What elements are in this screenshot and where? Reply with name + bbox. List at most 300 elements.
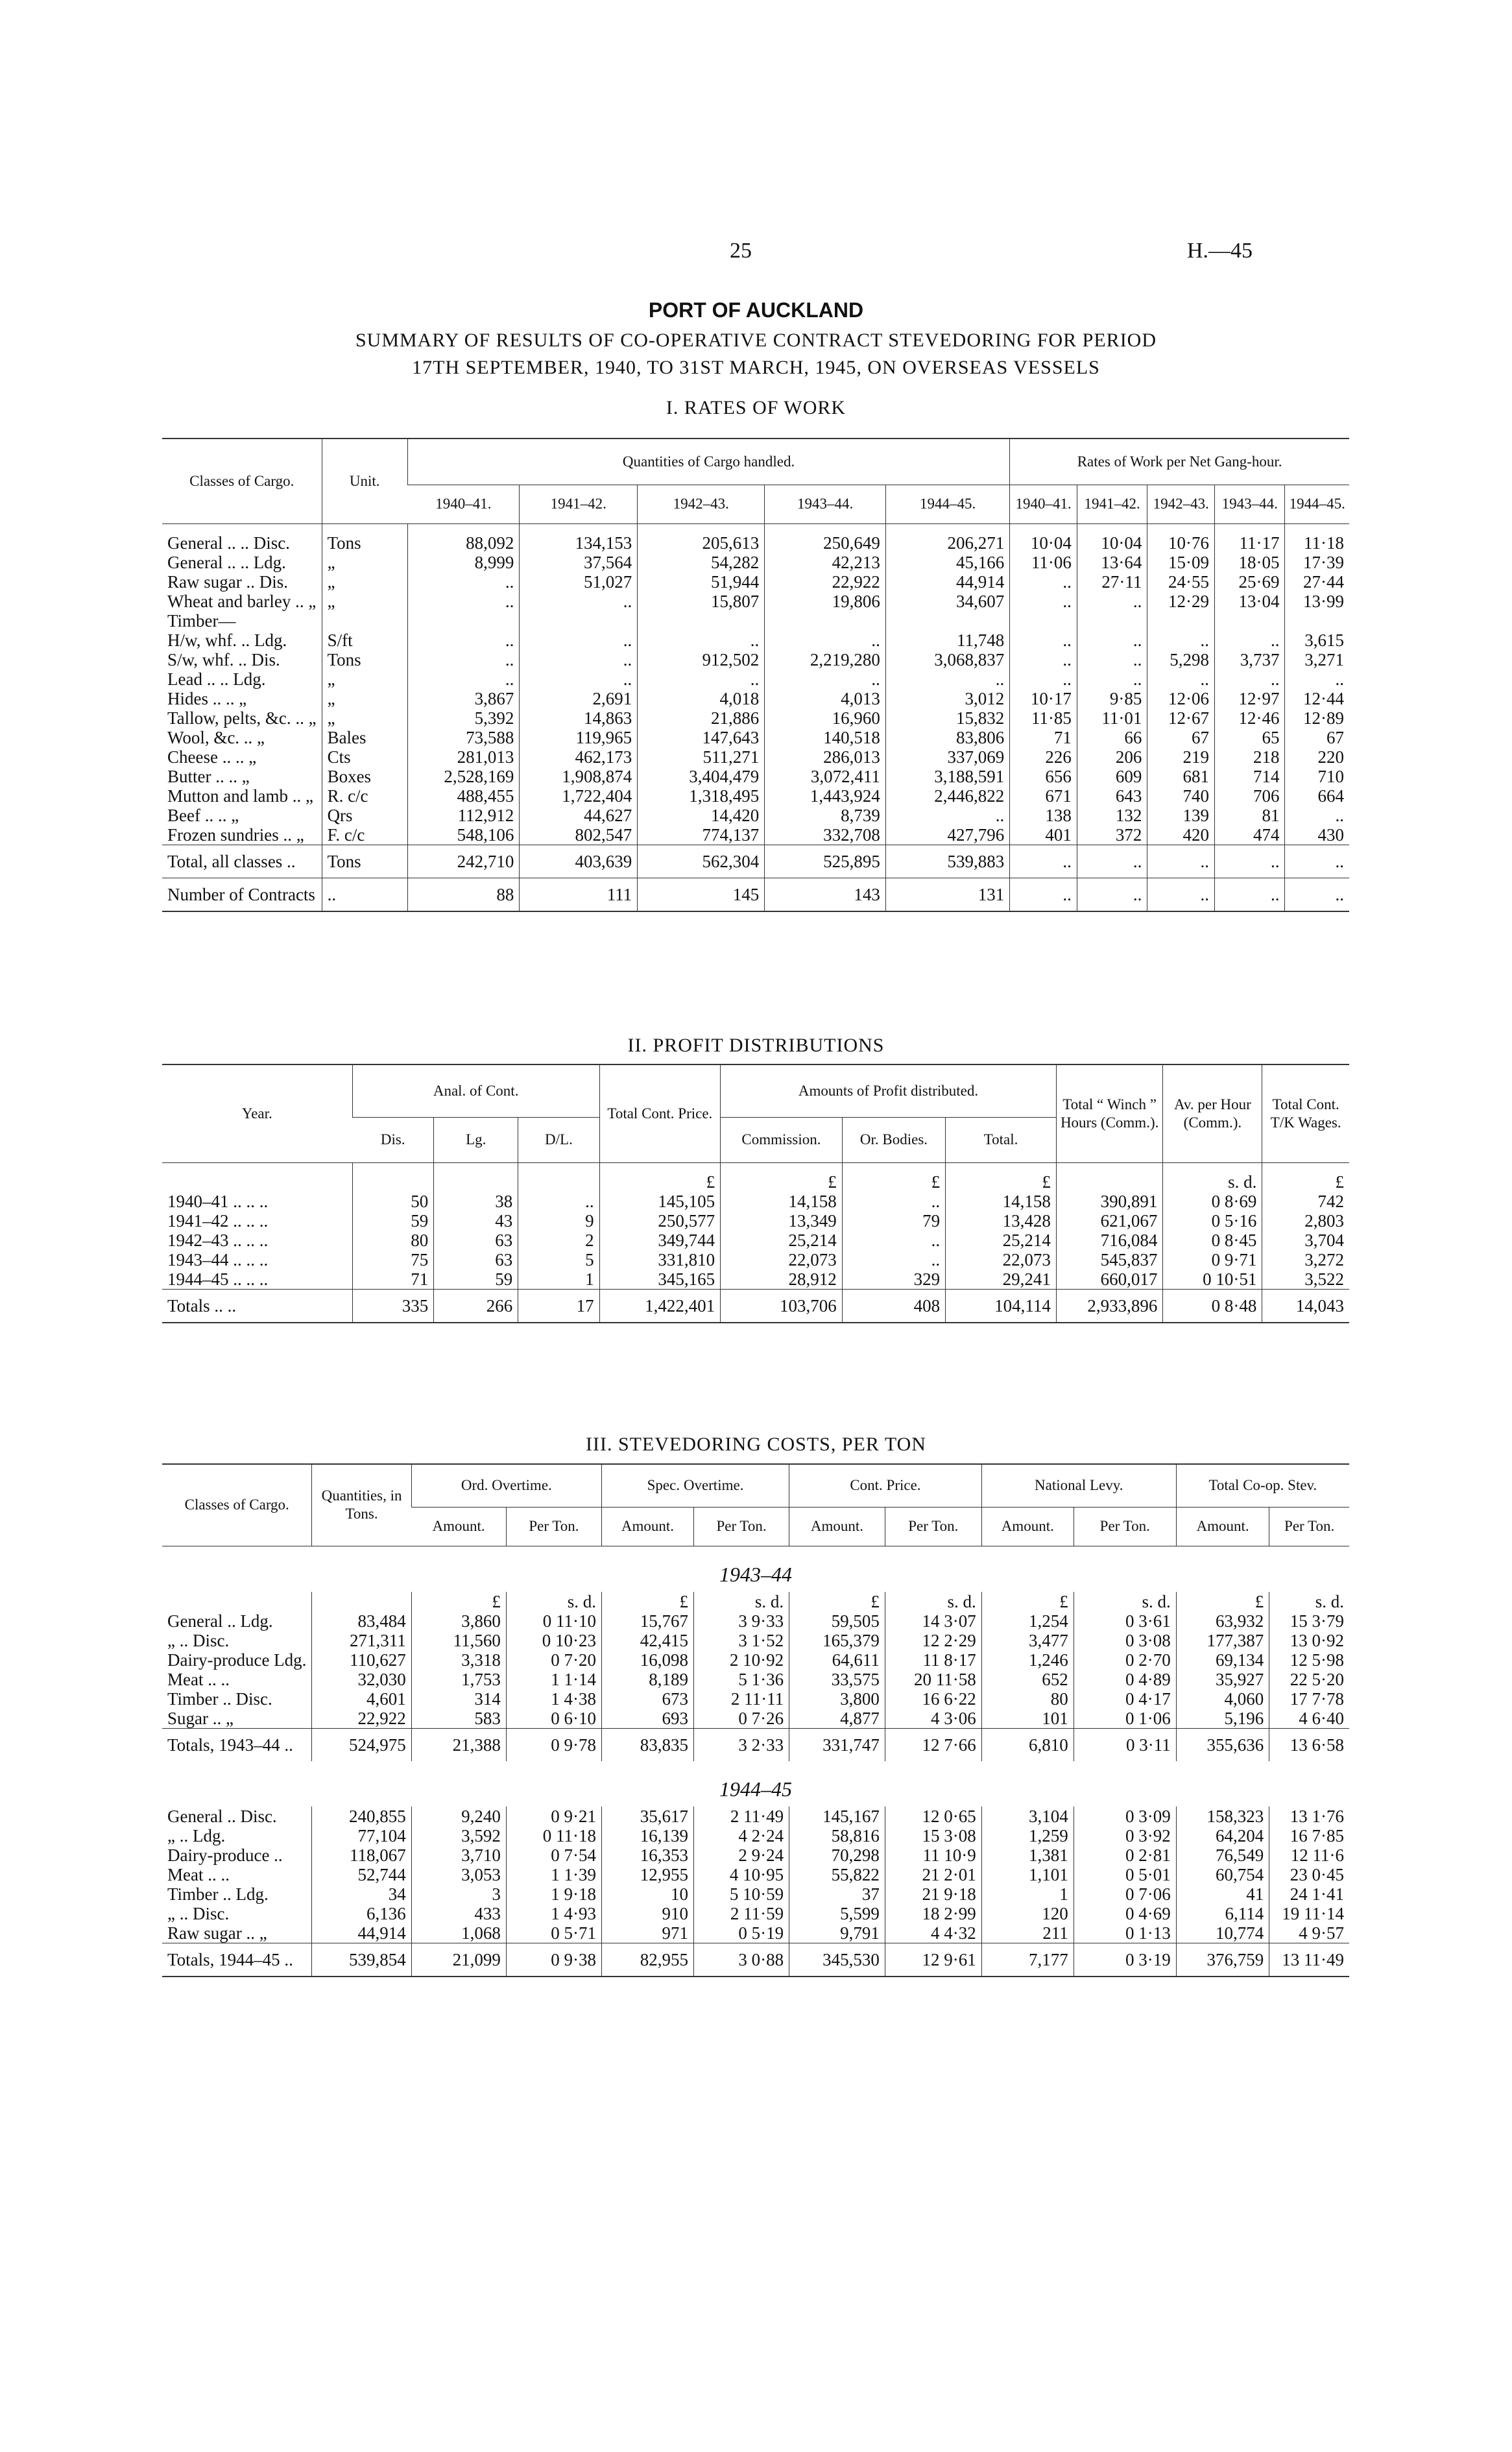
table-cell: £ [842,1162,945,1192]
table-cell: 539,854 [312,1943,411,1977]
table-cell: 20 11·58 [885,1670,981,1689]
col-spec-overtime: Spec. Overtime. [602,1465,789,1507]
table-row [162,1826,1349,1845]
table-cell: 15,807 [638,592,765,611]
col-dis: Dis. [352,1117,434,1162]
table-cell: .. [638,669,765,689]
total-row [162,845,1349,878]
table-cell: 3,860 [411,1611,506,1631]
table-cell: 462,173 [520,747,638,767]
table-cell: 80 [352,1231,434,1250]
table-cell: 420 [1147,825,1215,845]
table-cell: 912,502 [638,650,765,669]
table-cell: 12 5·98 [1269,1650,1349,1670]
table-cell: 104,114 [946,1289,1057,1323]
table-cell [1077,611,1147,631]
table-cell: 34 [312,1884,411,1904]
table-cell: 44,627 [520,806,638,825]
table-cell: 3,737 [1215,650,1285,669]
table-cell: 44,914 [885,572,1009,592]
table-cell: 50 [352,1192,434,1211]
table-row [162,1904,1349,1923]
col-national-levy: National Levy. [981,1465,1176,1507]
table-cell: 0 5·19 [693,1923,789,1943]
table-cell: 3,867 [407,689,519,708]
table-cell: 6,810 [981,1728,1074,1761]
table-cell: 345,165 [599,1269,720,1290]
table-cell: Lead .. .. Ldg. [167,669,266,689]
table-cell [1056,1162,1163,1192]
col-quantities-tons: Quantities, in Tons. [312,1465,411,1546]
table-cell: Tons [322,523,407,553]
table-cell: 27·44 [1285,572,1349,592]
table-cell: 714 [1215,767,1285,786]
table-cell: 3,188,591 [885,767,1009,786]
table-cell: 488,455 [407,786,519,806]
table-cell: 44,914 [312,1923,411,1943]
table-cell: 27·11 [1077,572,1147,592]
table-row [162,708,1349,728]
table-cell: £ [602,1592,694,1611]
table-cell: 1,254 [981,1611,1074,1631]
table-cell: 583 [411,1709,506,1729]
table-cell: 345,530 [789,1943,885,1977]
table-cell: 71 [1010,728,1077,747]
table-cell: 54,282 [638,553,765,572]
table-cell [312,1592,411,1611]
table-cell: 3 1·52 [693,1631,789,1650]
table-cell: 0 9·71 [1163,1250,1262,1269]
table-cell: 3,053 [411,1865,506,1884]
table-cell: 0 6·10 [506,1709,601,1729]
table-cell: „ [322,708,407,728]
table-cell: General .. Disc. [167,1806,277,1826]
table-cell [520,611,638,631]
table-cell: 134,153 [520,523,638,553]
col-amounts-profit: Amounts of Profit distributed. [721,1065,1057,1117]
table-cell: 145 [638,878,765,911]
table-cell: 59,505 [789,1611,885,1631]
table-cell: 12 2·29 [885,1631,981,1650]
table-cell: 0 4·17 [1074,1689,1176,1709]
table-cell: 12 11·6 [1269,1845,1349,1865]
table-cell: 64,204 [1176,1826,1269,1845]
table-cell: 4 9·57 [1269,1923,1349,1943]
table-cell: 664 [1285,786,1349,806]
table-cell: .. [520,592,638,611]
table-row [162,1807,1349,1826]
table-cell: 1,068 [411,1923,506,1943]
table-cell: 9·85 [1077,689,1147,708]
table-cell: 1 1·39 [506,1865,601,1884]
table-cell: .. [407,592,519,611]
col-amount: Amount. [789,1507,885,1546]
table-row [162,1231,1349,1250]
table-cell: 314 [411,1689,506,1709]
col-qty-year: 1943–44. [765,485,886,523]
table-row [162,1211,1349,1231]
table-row [162,786,1349,806]
table-cell: .. [1010,572,1077,592]
total-row [162,1728,1349,1761]
table-cell: 10·17 [1010,689,1077,708]
stevedoring-costs-table [162,1465,1349,1977]
table-cell: 4 4·32 [885,1923,981,1943]
table-cell: 4 2·24 [693,1826,789,1845]
table-cell: 138 [1010,806,1077,825]
total-row [162,1289,1349,1323]
table-cell: 41 [1176,1884,1269,1904]
table-cell: 5,599 [789,1904,885,1923]
table-cell: 0 2·81 [1074,1845,1176,1865]
table-cell: 240,855 [312,1807,411,1826]
table-cell: 376,759 [1176,1943,1269,1977]
table-cell: .. [765,669,886,689]
table-cell: 12·44 [1285,689,1349,708]
table-cell [352,1162,434,1192]
table-cell: 88,092 [407,523,519,553]
table-cell: 1,381 [981,1845,1074,1865]
table-cell: 3,615 [1285,631,1349,650]
table-cell: 656 [1010,767,1077,786]
col-per-ton: Per Ton. [506,1507,601,1546]
table-cell: Cheese .. .. „ [167,747,257,767]
col-total-coop-stev: Total Co-op. Stev. [1176,1465,1349,1507]
profit-distributions-table [162,1065,1349,1323]
table-cell: 55,822 [789,1865,885,1884]
table-cell: General .. .. Ldg. [167,552,286,572]
table-cell: 64,611 [789,1650,885,1670]
table-cell: 681 [1147,767,1215,786]
table-cell: 111 [520,878,638,911]
table-cell: 226 [1010,747,1077,767]
table-row [162,1631,1349,1650]
table-cell: 0 7·06 [1074,1884,1176,1904]
table-cell: Total, all classes .. [162,845,322,878]
table-cell: 145,105 [599,1192,720,1211]
table-cell: .. [1010,631,1077,650]
table-cell: 716,084 [1056,1231,1163,1250]
table-cell: 35,927 [1176,1670,1269,1689]
table-cell: 3,710 [411,1845,506,1865]
table-cell: 28,912 [721,1269,843,1290]
table-cell: 4,018 [638,689,765,708]
table-cell: 145,167 [789,1807,885,1826]
table-cell [1215,611,1285,631]
table-cell: 0 3·08 [1074,1631,1176,1650]
col-classes-of-cargo: Classes of Cargo. [162,1465,312,1546]
table-cell: 1 [981,1884,1074,1904]
col-year: Year. [162,1065,352,1162]
col-per-ton: Per Ton. [885,1507,981,1546]
table-cell: .. [1077,669,1147,689]
table-cell: 22,922 [765,572,886,592]
table-cell: 1,101 [981,1865,1074,1884]
table-cell: 10,774 [1176,1923,1269,1943]
table-row [162,689,1349,708]
table-cell: 337,069 [885,747,1009,767]
table-cell: Totals, 1943–44 .. [162,1728,312,1761]
table-cell: 1940–41 .. .. .. [167,1191,269,1211]
table-cell: 329 [842,1269,945,1290]
table-cell: 165,379 [789,1631,885,1650]
table-cell: 1,318,495 [638,786,765,806]
table-cell: 3,522 [1262,1269,1349,1290]
table-cell: 51,027 [520,572,638,592]
table-cell: 242,710 [407,845,519,878]
col-rate-year: 1943–44. [1215,485,1285,523]
table-cell: 742 [1262,1192,1349,1211]
table-cell: 1,259 [981,1826,1074,1845]
table-cell: 11·85 [1010,708,1077,728]
table-cell: 112,912 [407,806,519,825]
table-cell: 12·29 [1147,592,1215,611]
table-cell: 545,837 [1056,1250,1163,1269]
table-cell: 673 [602,1689,694,1709]
table-cell: 16,960 [765,708,886,728]
table-cell: s. d. [693,1592,789,1611]
table-cell: 1 9·18 [506,1884,601,1904]
table-cell: 6,114 [1176,1904,1269,1923]
table-cell: 18 2·99 [885,1904,981,1923]
table-cell: 430 [1285,825,1349,845]
table-cell: 13·04 [1215,592,1285,611]
table-cell: 1941–42 .. .. .. [167,1210,269,1231]
col-total-cont-price: Total Cont. Price. [599,1065,720,1162]
table-cell: Cts [322,747,407,767]
table-cell: 0 8·48 [1163,1289,1262,1323]
table-cell [1147,611,1215,631]
table-cell: Timber .. Disc. [167,1689,272,1709]
col-av-per-hour: Av. per Hour (Comm.). [1163,1065,1262,1162]
table-cell: „ [322,669,407,689]
table-cell: 9,240 [411,1807,506,1826]
table-cell: 2,691 [520,689,638,708]
table-cell: 14,158 [721,1192,843,1211]
table-cell: „ .. Ldg. [167,1825,226,1845]
col-quantities-handled: Quantities of Cargo handled. [407,439,1009,485]
table-cell: 0 8·45 [1163,1231,1262,1250]
col-qty-year: 1941–42. [520,485,638,523]
table-cell: 525,895 [765,845,886,878]
col-tk-wages: Total Cont. T/K Wages. [1262,1065,1349,1162]
table-cell: .. [407,650,519,669]
table-cell: .. [520,650,638,669]
table-cell: 34,607 [885,592,1009,611]
table-row [162,1670,1349,1689]
table-cell: 5 10·59 [693,1884,789,1904]
table-cell: Qrs [322,806,407,825]
table-cell: 69,134 [1176,1650,1269,1670]
table-cell: Timber— [167,610,236,631]
table-cell: Meat .. .. [167,1669,230,1689]
table-cell: 11 10·9 [885,1845,981,1865]
table-cell: 3,104 [981,1807,1074,1826]
table-cell: 643 [1077,786,1147,806]
table-cell: Number of Contracts [162,878,322,911]
table-cell: 12 7·66 [885,1728,981,1761]
table-cell: 1 4·93 [506,1904,601,1923]
table-row [162,523,1349,553]
table-cell: 3 9·33 [693,1611,789,1631]
table-cell: 8,999 [407,553,519,572]
table-cell: 24·55 [1147,572,1215,592]
table-cell: 25,214 [946,1231,1057,1250]
table-cell: 710 [1285,767,1349,786]
col-ord-overtime: Ord. Overtime. [411,1465,601,1507]
table-cell: 42,213 [765,553,886,572]
table-cell: 0 11·10 [506,1611,601,1631]
table-cell: .. [885,669,1009,689]
table-cell: 177,387 [1176,1631,1269,1650]
table-cell: 3,068,837 [885,650,1009,669]
table-cell: 120 [981,1904,1074,1923]
table-cell: .. [765,631,886,650]
table-cell [638,611,765,631]
table-row [162,650,1349,669]
table-cell: 652 [981,1670,1074,1689]
table-cell: 740 [1147,786,1215,806]
table-cell: 22,922 [312,1709,411,1729]
group-heading: 1943–44 [719,1562,792,1586]
table-cell: 5,392 [407,708,519,728]
table-cell: 22,073 [946,1250,1057,1269]
table-cell: 2 [518,1231,599,1250]
table-cell: 19 11·14 [1269,1904,1349,1923]
col-rate-year: 1940–41. [1010,485,1077,523]
table-cell: 158,323 [1176,1807,1269,1826]
table-cell: 4,013 [765,689,886,708]
table-cell: H/w, whf. .. Ldg. [167,630,287,650]
table-cell: „ [322,592,407,611]
table-cell: 3,704 [1262,1231,1349,1250]
table-cell: R. c/c [322,786,407,806]
table-cell: 2,933,896 [1056,1289,1163,1323]
table-cell: 51,944 [638,572,765,592]
table-row [162,728,1349,747]
table-cell: 0 1·13 [1074,1923,1176,1943]
table-cell: .. [322,878,407,911]
table-cell: 14,863 [520,708,638,728]
table-cell: 33,575 [789,1670,885,1689]
table-cell: .. [1215,669,1285,689]
table-cell: 13 11·49 [1269,1943,1349,1977]
col-per-ton: Per Ton. [1074,1507,1176,1546]
table-cell: .. [520,631,638,650]
table-cell: .. [1285,806,1349,825]
table-cell: £ [411,1592,506,1611]
table-cell: s. d. [1269,1592,1349,1611]
table-row [162,1923,1349,1943]
table-cell: 12·06 [1147,689,1215,708]
table-cell: 403,639 [520,845,638,878]
table-cell: 9 [518,1211,599,1231]
table-cell: 12,955 [602,1865,694,1884]
table-cell: 548,106 [407,825,519,845]
table-cell: 0 5·01 [1074,1865,1176,1884]
table-cell: 10 [602,1884,694,1904]
table-row [162,611,1349,631]
table-cell: 82,955 [602,1943,694,1977]
total-row [162,1943,1349,1977]
table-cell: 349,744 [599,1231,720,1250]
table-cell: 0 5·71 [506,1923,601,1943]
table-cell: 2 9·24 [693,1845,789,1865]
table-cell: 0 7·20 [506,1650,601,1670]
table-cell: 15·09 [1147,553,1215,572]
table-cell: Hides .. .. „ [167,688,247,708]
table-cell: 1 [518,1269,599,1290]
table-cell: 0 1·06 [1074,1709,1176,1729]
table-cell: .. [885,806,1009,825]
table-cell: 3,592 [411,1826,506,1845]
table-cell: .. [1147,878,1215,911]
table-cell: 83,835 [602,1728,694,1761]
table-cell: 5,298 [1147,650,1215,669]
table-cell: 562,304 [638,845,765,878]
table-cell: 220 [1285,747,1349,767]
col-qty-year: 1940–41. [407,485,519,523]
table-cell: 37 [789,1884,885,1904]
table-cell: 18·05 [1215,553,1285,572]
table-cell: 3,800 [789,1689,885,1709]
section-2-title: II. PROFIT DISTRIBUTIONS [627,1035,885,1056]
table-cell: .. [1010,650,1077,669]
table-cell: .. [1147,631,1215,650]
table-cell: s. d. [885,1592,981,1611]
table-cell [885,611,1009,631]
table-cell: 71 [352,1269,434,1290]
table-row [162,631,1349,650]
col-unit: Unit. [322,439,407,523]
table-cell: .. [1147,669,1215,689]
table-cell: 802,547 [520,825,638,845]
col-qty-year: 1942–43. [638,485,765,523]
currency-row [162,1592,1349,1611]
table-cell: 76,549 [1176,1845,1269,1865]
table-cell: 408 [842,1289,945,1323]
table-cell: 2,528,169 [407,767,519,786]
table-cell: 11 8·17 [885,1650,981,1670]
col-amount: Amount. [411,1507,506,1546]
table-cell: 21,886 [638,708,765,728]
table-cell: .. [842,1250,945,1269]
table-cell: 1,722,404 [520,786,638,806]
table-cell: 219 [1147,747,1215,767]
table-cell: Sugar .. „ [167,1708,234,1728]
table-cell: „ [322,689,407,708]
table-cell: 75 [352,1250,434,1269]
table-cell: S/w, whf. .. Dis. [167,649,280,669]
table-cell: Dairy-produce Ldg. [167,1650,307,1670]
table-cell: 0 7·26 [693,1709,789,1729]
col-per-ton: Per Ton. [693,1507,789,1546]
table-cell: 0 4·89 [1074,1670,1176,1689]
table-cell: 1 4·38 [506,1689,601,1709]
table-cell: 17·39 [1285,553,1349,572]
table-cell: 60,754 [1176,1865,1269,1884]
table-cell: 13 6·58 [1269,1728,1349,1761]
table-cell: 35,617 [602,1807,694,1826]
table-cell: 21 9·18 [885,1884,981,1904]
table-row [162,1865,1349,1884]
rates-of-work-table [162,439,1349,912]
table-cell: 6,136 [312,1904,411,1923]
table-cell: 37,564 [520,553,638,572]
table-cell: Butter .. .. „ [167,766,250,786]
table-cell: 0 2·70 [1074,1650,1176,1670]
col-or-bodies: Or. Bodies. [842,1117,945,1162]
